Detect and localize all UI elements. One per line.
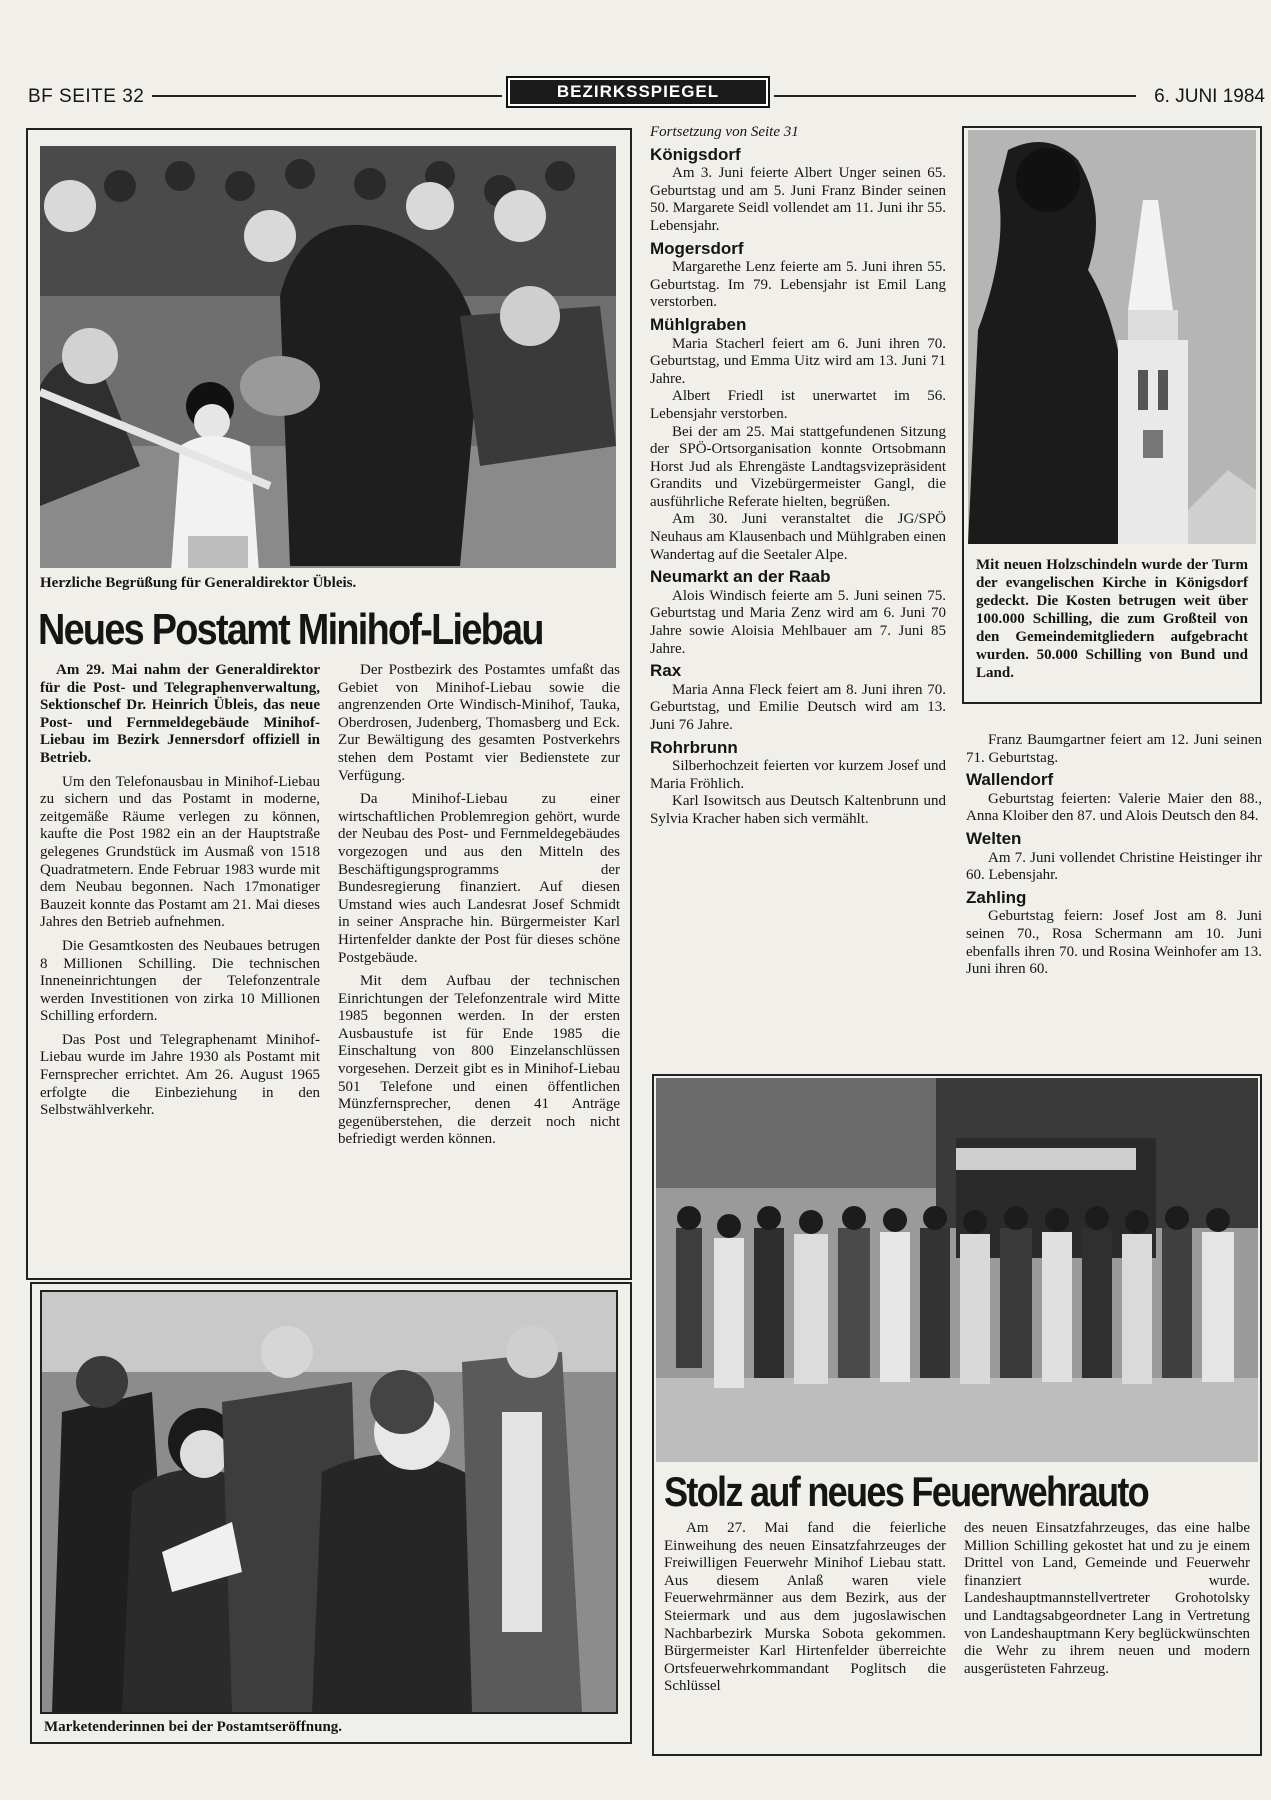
post-paragraph: Das Post und Telegraphenamt Minihof-Liebau wurde im Jahre 1930 als Postamt mit Fernsprecher errichtet. Am 26. August 1965 erfolgte die Einbeziehung in den Selbstwählverkehr. xyxy=(40,1031,320,1119)
news-paragraph: Margarethe Lenz feierte am 5. Juni ihren 55. Geburtstag. Im 79. Lebensjahr ist Emil Lang verstorben. xyxy=(650,259,946,311)
place-heading: Mühlgraben xyxy=(650,314,747,334)
photo-greeting-caption: Herzliche Begrüßung für Generaldirektor Übleis. xyxy=(40,575,357,591)
fire-column-1 xyxy=(664,1520,946,1702)
page-label: BF SEITE 32 xyxy=(28,86,145,107)
post-paragraph: Da Minihof-Liebau zu einer wirtschaftlichen Problemregion gehört, wurde der Neubau des Post- und Fernmeldegebäudes vorgezogen und aus den Mitteln des Beschäftigungsprogramms der Bundesregierung finanziert. Auf diesen Umstand wies auch Landesrat Josef Schmidt in seiner Ansprache hin. Bürgermeister Karl Hirtenfelder dankte der Post für dieses schöne Postgebäude. xyxy=(338,791,620,966)
fire-paragraph: des neuen Einsatzfahrzeuges, das eine halbe Million Schilling gekostet hat und zu je einem Drittel von Land, Gemeinde und Feuerwehr finanziert wurde. Landeshauptmannstellvertreter Grohotolsky und Landtagsabgeordneter Lang in Vertretung von Landeshauptmann Kery beglückwünschten die Wehr zu ihrem neuen und modern ausgerüsteten Fahrzeug. xyxy=(964,1520,1250,1677)
news-paragraph: Geburtstag feiern: Josef Jost am 8. Juni seinen 70., Rosa Schermann am 10. Juni ebenfalls ihren 70. und Rosina Weinhofer am 13. Juni ihren 60. xyxy=(966,908,1262,978)
post-headline: Neues Postamt Minihof-Liebau xyxy=(38,605,543,654)
photo-marketenderinnen-caption: Marketenderinnen bei der Postamtseröffnung. xyxy=(44,1719,343,1735)
section-title: BEZIRKSSPIEGEL xyxy=(510,80,766,104)
news-paragraph: Am 3. Juni feierte Albert Unger seinen 65. Geburtstag und am 5. Juni Franz Binder seinen 50. Margarete Seidl vollendet am 11. Juni ihr 55. Lebensjahr. xyxy=(650,165,946,234)
place-heading: Rax xyxy=(650,661,682,681)
post-column-1 xyxy=(40,662,320,1126)
news-paragraph: Karl Isowitsch aus Deutsch Kaltenbrunn und Sylvia Kracher haben sich vermählt. xyxy=(650,793,946,827)
post-column-2 xyxy=(338,662,620,1155)
news-paragraph: Franz Baumgartner feiert am 12. Juni seinen 71. Geburtstag. xyxy=(966,732,1262,766)
header-rule-left xyxy=(152,95,502,97)
fire-paragraph: Am 27. Mai fand die feierliche Einweihung des neuen Einsatzfahrzeuges der Freiwilligen Feuerwehr Minihof Liebau statt. Aus diesem Anlaß waren viele Feuerwehrmänner aus dem Bezirk, aus der Steiermark und aus dem jugoslawischen Nachbarbezirk Murska Sobota gekommen. Bürgermeister Karl Hirtenfelder überreichte Ortsfeuerwehrkommandant Poglitsch die Schlüssel xyxy=(664,1520,946,1695)
post-paragraph: Um den Telefonausbau in Minihof-Liebau zu sichern und das Postamt in moderne, zeitgemäße Räume verlegen zu können, kaufte die Post 1982 ein an der Hauptstraße gelegenes Grundstück im Ausmaß von 1518 Quadratmetern. Ende Februar 1983 wurde mit dem Neubau begonnen. Nach 17monatiger Bauzeit konnte das Postamt am 21. Mai dieses Jahres den Betrieb aufnehmen. xyxy=(40,773,320,931)
news-column-middle xyxy=(650,124,946,829)
photo-greeting xyxy=(40,146,616,568)
place-heading: Mogersdorf xyxy=(650,238,744,258)
post-lead: Am 29. Mai nahm der Generaldirektor für die Post- und Telegraphenverwaltung, Sektionschef Dr. Heinrich Übleis, das neue Post- und Fernmeldegebäude Minihof-Liebau im Bezirk Jennersdorf offiziell in Betrieb. xyxy=(40,662,320,766)
page-date: 6. JUNI 1984 xyxy=(1154,86,1265,107)
photo-marketenderinnen-frame xyxy=(30,1282,632,1744)
place-heading: Königsdorf xyxy=(650,144,741,164)
header-rule-right xyxy=(774,95,1136,97)
news-paragraph: Silberhochzeit feierten vor kurzem Josef und Maria Fröhlich. xyxy=(650,758,946,792)
news-paragraph: Albert Friedl ist unerwartet im 56. Lebensjahr verstorben. xyxy=(650,388,946,422)
photo-fire-brigade-group xyxy=(656,1078,1258,1462)
place-heading: Neumarkt an der Raab xyxy=(650,567,831,587)
place-heading: Wallendorf xyxy=(966,770,1054,790)
photo-church-tower xyxy=(968,130,1256,544)
post-paragraph: Mit dem Aufbau der technischen Einrichtungen der Telefonzentrale wird Mitte 1985 begonnen werden. In der ersten Ausbaustufe ist für Ende 1985 die Einschaltung von 800 Einzelanschlüssen vorgesehen. Derzeit gibt es in Minihof-Liebau 501 Telefone und einen öffentlichen Münzfernsprecher, denen 41 Anträge gegenüberstehen, die derzeit noch nicht befriedigt werden können. xyxy=(338,973,620,1148)
news-paragraph: Geburtstag feierten: Valerie Maier den 88., Anna Kloiber den 87. und Alois Deutsch den 84. xyxy=(966,790,1262,825)
news-paragraph: Am 7. Juni vollendet Christine Heistinger ihr 60. Lebensjahr. xyxy=(966,849,1262,884)
post-paragraph: Der Postbezirk des Postamtes umfaßt das Gebiet von Minihof-Liebau sowie die angrenzenden Orte Windisch-Minihof, Tauka, Oberdrosen, Judenberg, Thomasberg und Eck. Zur Bewältigung des gesamten Postverkehrs stehen dem Postamt vier Bedienstete zur Verfügung. xyxy=(338,662,620,784)
place-heading: Rohrbrunn xyxy=(650,737,738,757)
news-paragraph: Maria Stacherl feiert am 6. Juni ihren 70. Geburtstag, und Emma Uitz wird am 13. Juni 71 Jahre. xyxy=(650,335,946,387)
place-heading: Welten xyxy=(966,828,1022,848)
place-heading: Zahling xyxy=(966,887,1027,907)
section-banner xyxy=(506,76,770,108)
news-paragraph: Maria Anna Fleck feiert am 8. Juni ihren 70. Geburtstag, und Emilie Deutsch wird am 13. Juni 76 Jahre. xyxy=(650,681,946,733)
news-column-right xyxy=(966,732,1262,979)
fire-column-2 xyxy=(964,1520,1250,1684)
news-paragraph: Am 30. Juni veranstaltet die JG/SPÖ Neuhaus am Klausenbach und Mühlgraben einen Wandertag auf die Seetaler Alpe. xyxy=(650,511,946,563)
news-paragraph: Alois Windisch feierte am 5. Juni seinen 75. Geburtstag und Maria Zenz wird am 6. Juni 70 Jahre sowie Aloisia Mehlbauer am 7. Juni 85 Jahre. xyxy=(650,587,946,657)
post-paragraph: Die Gesamtkosten des Neubaues betrugen 8 Millionen Schilling. Die technischen Inneneinrichtungen der Telefonzentrale werden Investitionen von zirka 10 Millionen Schilling erfordern. xyxy=(40,937,320,1025)
news-paragraph: Bei der am 25. Mai stattgefundenen Sitzung der SPÖ-Ortsorganisation konnte Ortsobmann Horst Jud als Ehrengäste Landtagsvizepräsident Grandits und Vizebürgermeister Gangl, die ausführliche Referate hielten, begrüßen. xyxy=(650,423,946,510)
church-caption: Mit neuen Holzschindeln wurde der Turm der evangelischen Kirche in Königsdorf gedeckt. Die Kosten betrugen weit über 100.000 Schilling, die zum Großteil von den Gemeindemitgliedern aufgebracht wurden. 50.000 Schilling von Bund und Land. xyxy=(976,557,1248,681)
continuation-note: Fortsetzung von Seite 31 xyxy=(650,124,799,140)
fire-headline: Stolz auf neues Feuerwehrauto xyxy=(664,1468,1148,1515)
